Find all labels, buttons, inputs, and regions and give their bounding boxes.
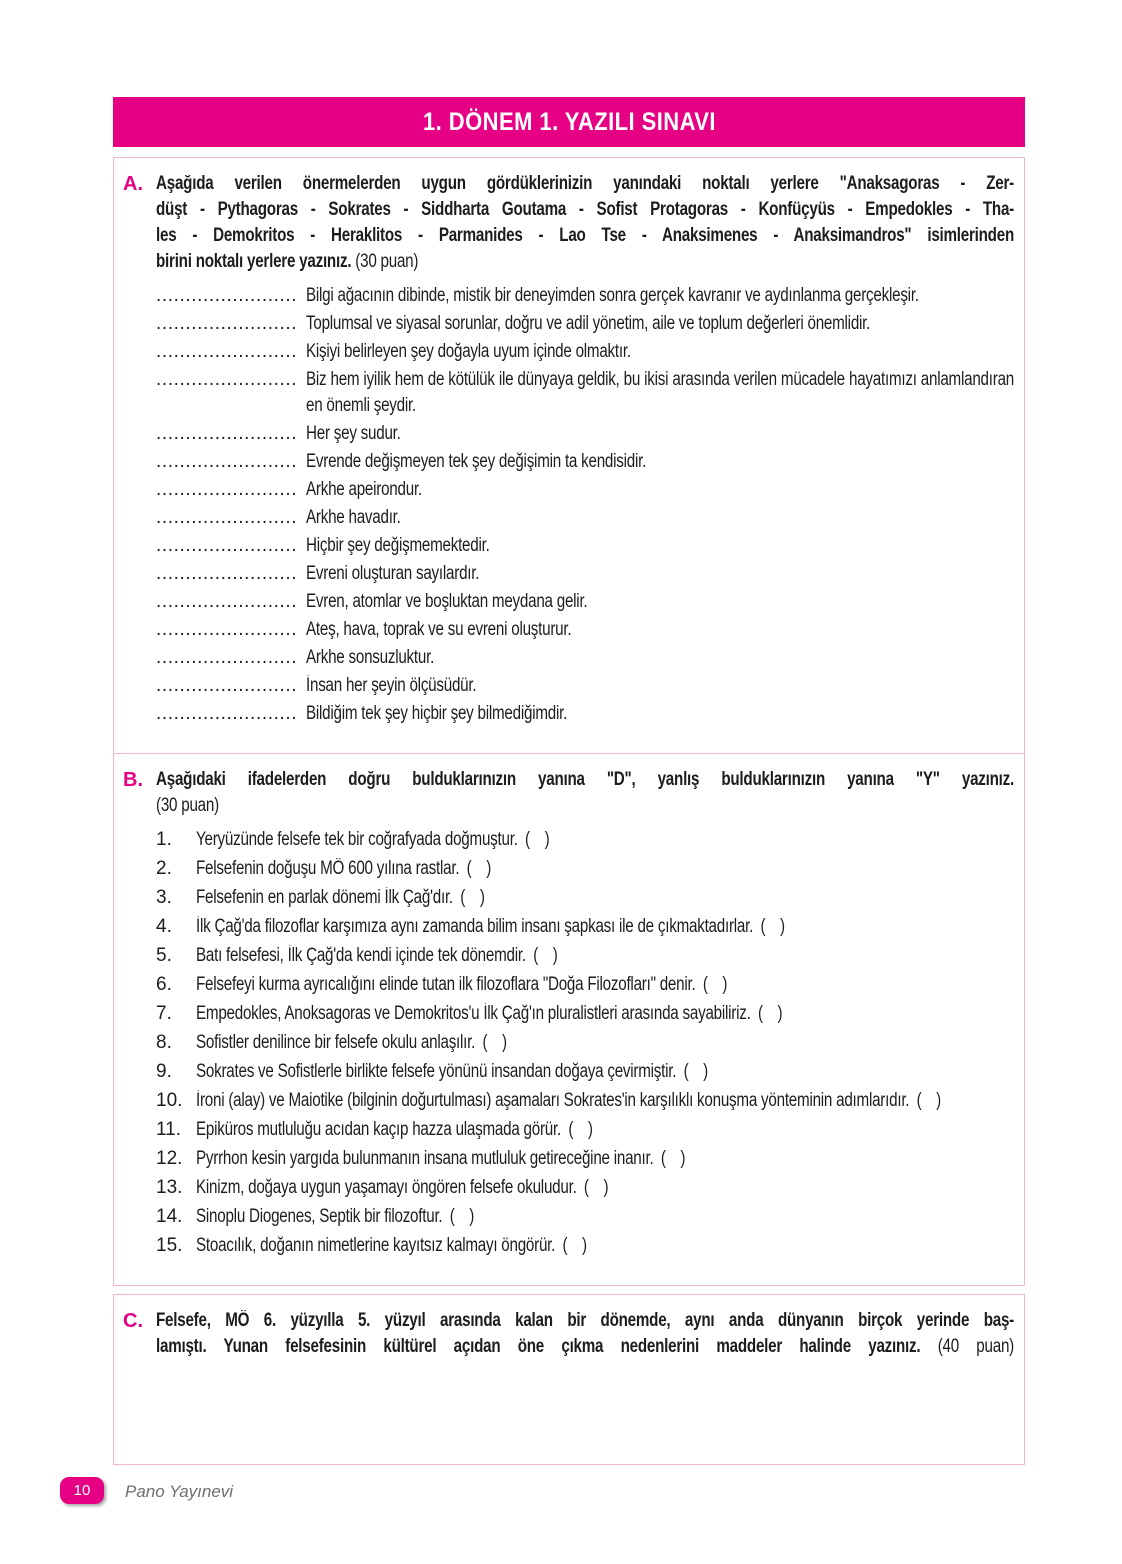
dotted-blank: ........................ [156, 703, 298, 724]
true-false-item [156, 1175, 1014, 1201]
section-a-box [113, 157, 1025, 754]
fill-in-item [156, 589, 1014, 615]
section-c-letter: C. [123, 1310, 143, 1332]
statement-text: Toplumsal ve siyasal sorunlar, doğru ve adil yönetim, aile ve toplum değerleri önemlidir. [306, 313, 871, 334]
section-c-instruction [156, 1308, 1014, 1360]
true-false-item [156, 1059, 1014, 1085]
item-text: Epiküros mutluluğu acıdan kaçıp hazza ulaşmada görür. ( ) [196, 1119, 593, 1140]
item-number: 7. [156, 1003, 172, 1024]
exam-title-bar [113, 97, 1025, 147]
item-text: Batı felsefesi, İlk Çağ'da kendi içinde tek dönemdir. ( ) [196, 945, 558, 966]
fill-in-item [156, 477, 1014, 503]
item-text: Pyrrhon kesin yargıda bulunmanın insana mutluluk getireceğine inanır. ( ) [196, 1148, 686, 1169]
instruction-text: birini noktalı yerlere yazınız. [156, 251, 352, 272]
true-false-item [156, 1204, 1014, 1230]
item-number: 9. [156, 1061, 172, 1082]
true-false-item [156, 1001, 1014, 1027]
statement-text: Ateş, hava, toprak ve su evreni oluşturur. [306, 619, 572, 640]
item-number: 14. [156, 1206, 183, 1227]
instruction-line: Felsefe, MÖ 6. yüzyılla 5. yüzyıl arasında kalan bir dönemde, aynı anda dünyanın birçok yerinde baş- [156, 1310, 1014, 1331]
item-number: 11. [156, 1119, 182, 1140]
dotted-blank: ........................ [156, 507, 298, 528]
dotted-blank: ........................ [156, 341, 298, 362]
item-text: Sofistler denilince bir felsefe okulu anlaşılır. ( ) [196, 1032, 507, 1053]
fill-in-item [156, 561, 1014, 587]
true-false-item [156, 1030, 1014, 1056]
instruction-text: lamıştı. Yunan felsefesinin kültürel açıdan öne çıkma nedenlerini maddeler halinde yazınız. [156, 1336, 921, 1357]
item-number: 2. [156, 858, 172, 879]
fill-in-item [156, 339, 1014, 365]
dotted-blank: ........................ [156, 313, 298, 334]
item-text: İlk Çağ'da filozoflar karşımıza aynı zamanda bilim insanı şapkası ile de çıkmaktadırlar. ( ) [196, 916, 785, 937]
instruction-line: düşt - Pythagoras - Sokrates - Siddharta Goutama - Sofist Protagoras - Konfüçyüs - Empedokles - Tha- [156, 199, 1014, 220]
statement-text: Her şey sudur. [306, 423, 401, 444]
statement-text: İnsan her şeyin ölçüsüdür. [306, 675, 477, 696]
fill-in-item [156, 367, 1014, 419]
instruction-line: Aşağıda verilen önermelerden uygun gördüklerinizin yanındaki noktalı yerlere "Anaksagoras - Zer- [156, 173, 1014, 194]
item-number: 1. [156, 829, 172, 850]
item-number: 3. [156, 887, 172, 908]
true-false-item [156, 856, 1014, 882]
points-label: (40 puan) [920, 1336, 1014, 1357]
item-number: 10. [156, 1090, 183, 1111]
statement-text: Kişiyi belirleyen şey doğayla uyum içinde olmaktır. [306, 341, 631, 362]
item-text: Yeryüzünde felsefe tek bir coğrafyada doğmuştur. ( ) [196, 829, 550, 850]
item-text: Kinizm, doğaya uygun yaşamayı öngören felsefe okuludur. ( ) [196, 1177, 609, 1198]
section-b-instruction [156, 767, 1014, 819]
item-number: 5. [156, 945, 172, 966]
true-false-item [156, 943, 1014, 969]
page-number-badge [60, 1477, 104, 1504]
statement-text: Evrende değişmeyen tek şey değişimin ta kendisidir. [306, 451, 647, 472]
fill-in-item [156, 701, 1014, 727]
true-false-item [156, 1117, 1014, 1143]
item-number: 13. [156, 1177, 183, 1198]
publisher-name: Pano Yayınevi [125, 1482, 234, 1501]
true-false-list [156, 827, 1014, 1259]
item-number: 4. [156, 916, 172, 937]
dotted-blank: ........................ [156, 423, 298, 444]
statement-text: Bilgi ağacının dibinde, mistik bir deneyimden sonra gerçek kavranır ve aydınlanma gerçekleşir. [306, 285, 919, 306]
fill-in-item [156, 311, 1014, 337]
true-false-item [156, 914, 1014, 940]
fill-in-item [156, 645, 1014, 671]
section-a-instruction [156, 171, 1014, 275]
statement-text: Arkhe apeirondur. [306, 479, 422, 500]
item-text: İroni (alay) ve Maiotike (bilginin doğurtulması) aşamaları Sokrates'in karşılıklı konuşma yönteminin adımlarıdır. ( ) [196, 1090, 942, 1111]
fill-in-item [156, 533, 1014, 559]
item-text: Sinoplu Diogenes, Septik bir filozoftur. ( ) [196, 1206, 475, 1227]
item-text: Stoacılık, doğanın nimetlerine kayıtsız kalmayı öngörür. ( ) [196, 1235, 587, 1256]
true-false-item [156, 885, 1014, 911]
true-false-item [156, 1233, 1014, 1259]
fill-in-item [156, 673, 1014, 699]
dotted-blank: ........................ [156, 451, 298, 472]
statement-text: Evren, atomlar ve boşluktan meydana gelir. [306, 591, 588, 612]
dotted-blank: ........................ [156, 369, 298, 390]
statement-text: Biz hem iyilik hem de kötülük ile dünyaya geldik, bu ikisi arasında verilen mücadele hayatımızı anlamlandıran en önemli şeydir. [306, 369, 1014, 416]
dotted-blank: ........................ [156, 479, 298, 500]
instruction-line [156, 249, 1014, 275]
fill-in-item [156, 283, 1014, 309]
instruction-line [156, 1334, 1014, 1360]
true-false-item [156, 1146, 1014, 1172]
section-c-box [113, 1294, 1025, 1465]
true-false-item [156, 972, 1014, 998]
section-a-letter: A. [123, 173, 143, 195]
page-number: 10 [73, 1482, 91, 1499]
statement-text: Evreni oluşturan sayılardır. [306, 563, 480, 584]
answer-space [156, 1360, 1014, 1450]
item-text: Felsefeyi kurma ayrıcalığını elinde tutan ilk filozoflara "Doğa Filozofları" denir. ( ) [196, 974, 728, 995]
item-number: 15. [156, 1235, 183, 1256]
item-number: 12. [156, 1148, 183, 1169]
true-false-item [156, 827, 1014, 853]
item-text: Sokrates ve Sofistlerle birlikte felsefe yönünü insandan doğaya çevirmiştir. ( ) [196, 1061, 708, 1082]
section-b-box [113, 753, 1025, 1286]
statement-text: Arkhe sonsuzluktur. [306, 647, 435, 668]
dotted-blank: ........................ [156, 285, 298, 306]
statement-text: Arkhe havadır. [306, 507, 401, 528]
dotted-blank: ........................ [156, 563, 298, 584]
fill-in-item [156, 617, 1014, 643]
dotted-blank: ........................ [156, 647, 298, 668]
true-false-item [156, 1088, 1014, 1114]
dotted-blank: ........................ [156, 619, 298, 640]
dotted-blank: ........................ [156, 675, 298, 696]
statement-text: Hiçbir şey değişmemektedir. [306, 535, 490, 556]
fill-in-item [156, 505, 1014, 531]
fill-in-item [156, 449, 1014, 475]
statement-text: Bildiğim tek şey hiçbir şey bilmediğimdir. [306, 703, 568, 724]
fill-in-list [156, 283, 1014, 727]
points-label: (30 puan) [156, 795, 219, 816]
instruction-line: les - Demokritos - Heraklitos - Parmanides - Lao Tse - Anaksimenes - Anaksimandros" isimlerinden [156, 225, 1014, 246]
item-number: 6. [156, 974, 172, 995]
item-text: Felsefenin doğuşu MÖ 600 yılına rastlar. ( ) [196, 858, 492, 879]
dotted-blank: ........................ [156, 535, 298, 556]
points-label: (30 puan) [351, 251, 419, 272]
item-text: Empedokles, Anoksagoras ve Demokritos'u İlk Çağ'ın pluralistleri arasında sayabiliriz. ( ) [196, 1003, 783, 1024]
fill-in-item [156, 421, 1014, 447]
item-number: 8. [156, 1032, 172, 1053]
item-text: Felsefenin en parlak dönemi İlk Çağ'dır. ( ) [196, 887, 485, 908]
instruction-line: Aşağıdaki ifadelerden doğru bulduklarınızın yanına "D", yanlış bulduklarınızın yanına "Y" yazınız. [156, 769, 1014, 790]
dotted-blank: ........................ [156, 591, 298, 612]
exam-title: 1. DÖNEM 1. YAZILI SINAVI [422, 107, 716, 136]
section-b-letter: B. [123, 769, 143, 791]
